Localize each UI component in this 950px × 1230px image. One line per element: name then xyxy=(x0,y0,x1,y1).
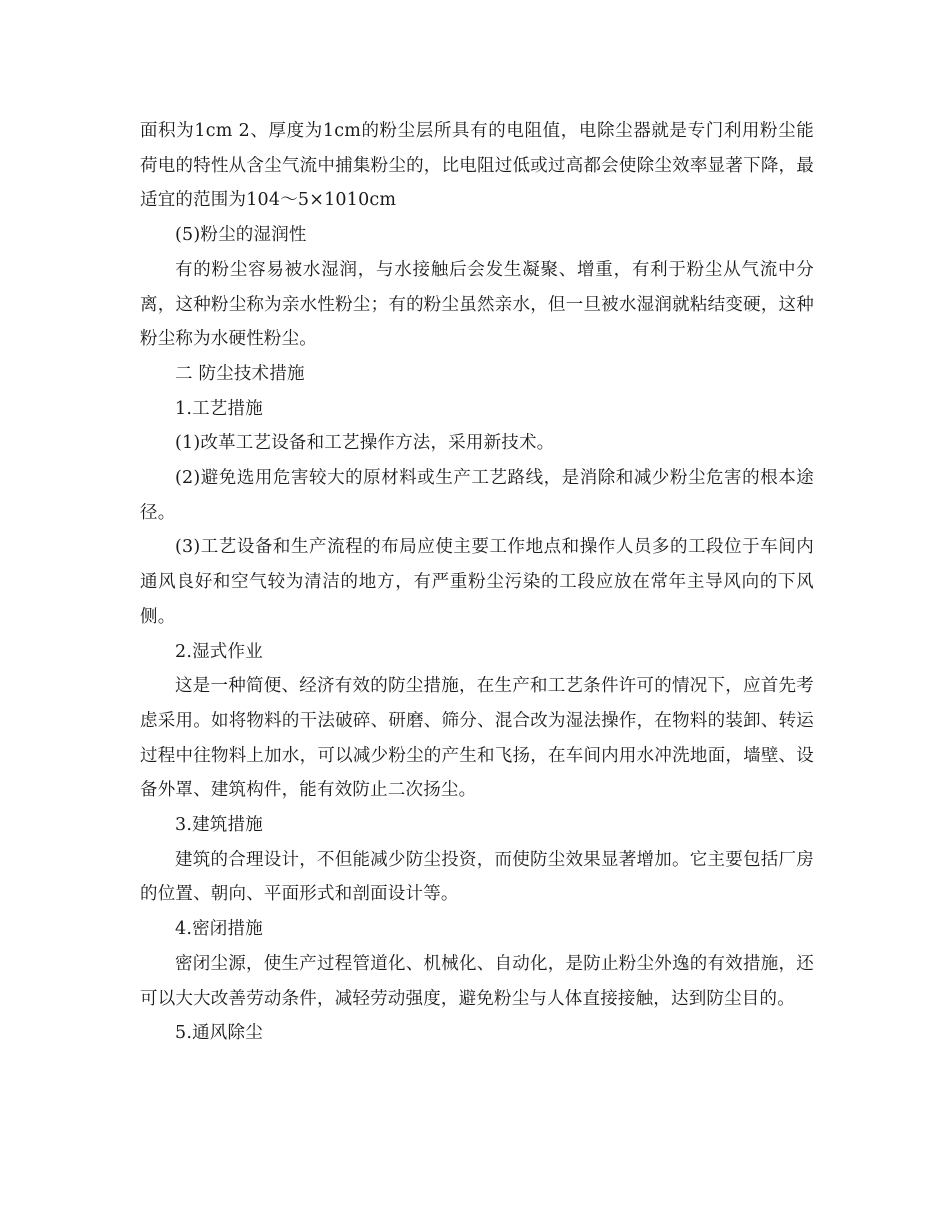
section-heading-dust-prevention: 二 防尘技术措施 xyxy=(175,363,305,384)
heading-ventilation-dust-removal: 5.通风除尘 xyxy=(175,1023,263,1044)
heading-sealing-measures: 4.密闭措施 xyxy=(175,919,263,940)
paragraph-process-1: (1)改革工艺设备和工艺操作方法，采用新技术。 xyxy=(175,433,555,454)
heading-building-measures: 3.建筑措施 xyxy=(175,815,263,836)
heading-wet-operation: 2.湿式作业 xyxy=(175,641,263,662)
paragraph-process-2: (2)避免选用危害较大的原材料或生产工艺路线，是消除和减少粉尘危害的根本途径。 xyxy=(140,468,814,523)
paragraph-sealing-measures: 密闭尘源，使生产过程管道化、机械化、自动化，是防止粉尘外逸的有效措施，还可以大大改善劳动条件，减轻劳动强度，避免粉尘与人体直接接触，达到防尘目的。 xyxy=(140,953,814,1009)
heading-wettability: (5)粉尘的湿润性 xyxy=(175,225,307,246)
paragraph-wettability: 有的粉尘容易被水湿润，与水接触后会发生凝聚、增重，有利于粉尘从气流中分离，这种粉尘称为亲水性粉尘；有的粉尘虽然亲水，但一旦被水湿润就粘结变硬，这种粉尘称为水硬性粉尘。 xyxy=(140,259,814,350)
paragraph-building-measures: 建筑的合理设计，不但能减少防尘投资，而使防尘效果显著增加。它主要包括厂房的位置、朝向、平面形式和剖面设计等。 xyxy=(140,849,814,905)
paragraph-resistivity: 面积为1cm 2、厚度为1cm的粉尘层所具有的电阻值，电除尘器就是专门利用粉尘能荷电的特性从含尘气流中捕集粉尘的，比电阻过低或过高都会使除尘效率显著下降，最适宜的范围为104～5×1010cm xyxy=(140,121,814,211)
paragraph-wet-operation: 这是一种简便、经济有效的防尘措施，在生产和工艺条件许可的情况下，应首先考虑采用。如将物料的干法破碎、研磨、筛分、混合改为湿法操作，在物料的装卸、转运过程中往物料上加水，可以减少粉尘的产生和飞扬，在车间内用水冲洗地面，墙壁、设备外罩、建筑构件，能有效防止二次扬尘。 xyxy=(140,676,814,801)
heading-process-measures: 1.工艺措施 xyxy=(175,398,263,419)
paragraph-process-3: (3)工艺设备和生产流程的布局应使主要工作地点和操作人员多的工段位于车间内通风良好和空气较为清洁的地方，有严重粉尘污染的工段应放在常年主导风向的下风侧。 xyxy=(140,537,814,627)
